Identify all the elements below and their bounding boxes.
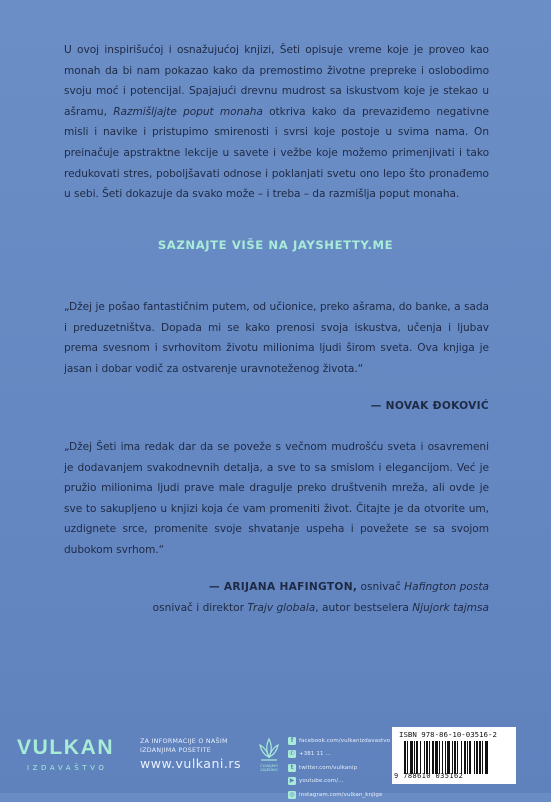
social-row-facebook[interactable] xyxy=(288,734,391,748)
intro-paragraph xyxy=(64,40,489,205)
barcode-bar xyxy=(424,741,425,774)
barcode-bar xyxy=(464,741,466,774)
quote-djokovic: „Džej je pošao fantastičnim putem, od učionice, preko ašrama, do banke, a sada i preduzetništva. Dopada mi se kako prenosi svoja iskustva, učenja i ljubav prema svesnom i svrhovitom životu milionima ljudi širom sveta. Ova knjiga je jasan i dobar vodič za ostvarenje uravnoteženog života.“ xyxy=(64,301,489,375)
barcode-bar xyxy=(416,741,418,774)
publisher-url[interactable]: www.vulkani.rs xyxy=(140,756,241,771)
author-line-2 xyxy=(153,598,489,619)
author-line-1 xyxy=(153,577,489,598)
barcode-bar xyxy=(445,741,446,774)
quote-huffington-author xyxy=(153,577,489,618)
barcode-bar xyxy=(479,741,481,774)
barcode-bar xyxy=(452,741,453,774)
social-text: instagram.com/vulkan_knjige xyxy=(299,791,383,798)
book-title-italic: Razmišljajte poput monaha xyxy=(113,105,263,118)
author-role: osnivač xyxy=(357,581,405,593)
quote-djokovic-author xyxy=(371,396,489,417)
barcode-bar xyxy=(407,741,408,774)
barcode-bar xyxy=(414,741,415,774)
barcode-bar xyxy=(482,741,483,774)
barcode-bar xyxy=(457,741,458,774)
author-role: osnivač i direktor xyxy=(152,601,248,614)
barcode-bar xyxy=(461,741,462,774)
barcode-bar xyxy=(447,741,450,774)
social-text: twitter.com/vulkanip xyxy=(299,764,358,771)
barcode-bar xyxy=(469,741,471,774)
facebook-icon: f xyxy=(288,737,296,745)
barcode-bar xyxy=(454,741,456,774)
barcode-bar xyxy=(432,741,434,774)
intro-text-1: U ovoj inspirišućoj i osnažujućoj knjizi, Šeti opisuje vreme koje je proveo kao monah da bi nam pokazao kako da premostimo životne prepreke i oslobodimo svoju moć i potencijal. Spajajući drevnu mudrost sa iskustvom koje je stekao u ašramu, xyxy=(64,44,489,118)
quote-huffington: „Džej Šeti ima redak dar da se poveže s večnom mudrošću sveta i osavremeni je dodavanjem svakodnevnih detalja, a sve to sa smislom i elegancijom. Već je pružio milionima ljudi prave male dragulje preko društvenih mreža, ali ovde je sve to sakupljeno u knjizi koja će vam promeniti život. Čitajte je da otvorite um, uzdignete srce, promenite svoje shvatanje uspeha i povežete se sa svojom dubokom svrhom.“ xyxy=(64,441,489,556)
phone-icon: ✆ xyxy=(289,750,295,758)
social-row-twitter[interactable] xyxy=(288,761,384,775)
twitter-icon: t xyxy=(288,764,296,772)
learn-more-link[interactable]: SAZNAJTE VIŠE NA JAYSHETTY.ME xyxy=(157,238,394,252)
publisher-logo: VULKAN xyxy=(17,736,115,759)
social-row-phone[interactable] xyxy=(288,748,384,762)
publisher-subtitle: IZDAVAŠTVO xyxy=(27,764,108,772)
barcode-bar xyxy=(467,741,468,774)
barcode-bar xyxy=(476,741,478,774)
publication-name: Njujork tajmsa xyxy=(412,601,489,614)
author-name: — NOVAK ĐOKOVIĆ xyxy=(370,400,489,412)
emblem-caption: ČUVAJMO ZAJEDNO xyxy=(260,763,278,773)
publication-name: Hafington posta xyxy=(404,581,489,593)
intro-text-2: otkriva kako da prevaziđemo negativne misli i navike i pristupimo smirenosti i svrsi koje postoje u svima nama. On preinačuje apstraktne lekcije u savete i vežbe koje možemo primenjivati i tako redukovati stres, poboljšavati odnose i poklanjati svetu ono lepo što pronađemo u sebi. Šeti dokazuje da svako može – i treba – da razmišlja poput monaha. xyxy=(64,105,489,201)
author-role: , autor bestselera xyxy=(315,601,413,614)
barcode-icon xyxy=(404,741,510,774)
social-links xyxy=(288,734,391,802)
barcode-bar xyxy=(410,741,413,774)
info-text xyxy=(140,737,228,755)
barcode-bar xyxy=(435,741,438,774)
isbn-digits: 9 788610 035162 xyxy=(394,772,464,780)
youtube-icon: ▶ xyxy=(289,777,295,785)
author-name: — ARIJANA HAFINGTON, xyxy=(208,581,358,593)
barcode-bar xyxy=(426,741,428,774)
isbn-label: ISBN 978-86-10-03516-2 xyxy=(399,730,497,739)
barcode-bar xyxy=(429,741,430,774)
social-text: +381 11 ... xyxy=(299,751,331,758)
barcode-bar xyxy=(442,741,443,774)
info-line-2: IZDANJIMA POSETITE xyxy=(140,747,212,754)
barcode-bar xyxy=(485,741,488,774)
barcode-bar xyxy=(439,741,440,774)
social-row-youtube[interactable] xyxy=(288,775,384,789)
social-text: youtube.com/... xyxy=(299,778,344,785)
publication-name: Trajv globala xyxy=(247,601,316,614)
barcode-bar xyxy=(474,741,475,774)
barcode-bar xyxy=(404,741,406,774)
social-row-instagram[interactable] xyxy=(288,788,384,802)
social-text: facebook.com/vulkanizdavastvo xyxy=(299,737,391,744)
info-line-1: ZA INFORMACIJE O NAŠIM xyxy=(140,738,228,745)
barcode-bar xyxy=(420,741,421,774)
instagram-icon: ◎ xyxy=(289,790,295,798)
